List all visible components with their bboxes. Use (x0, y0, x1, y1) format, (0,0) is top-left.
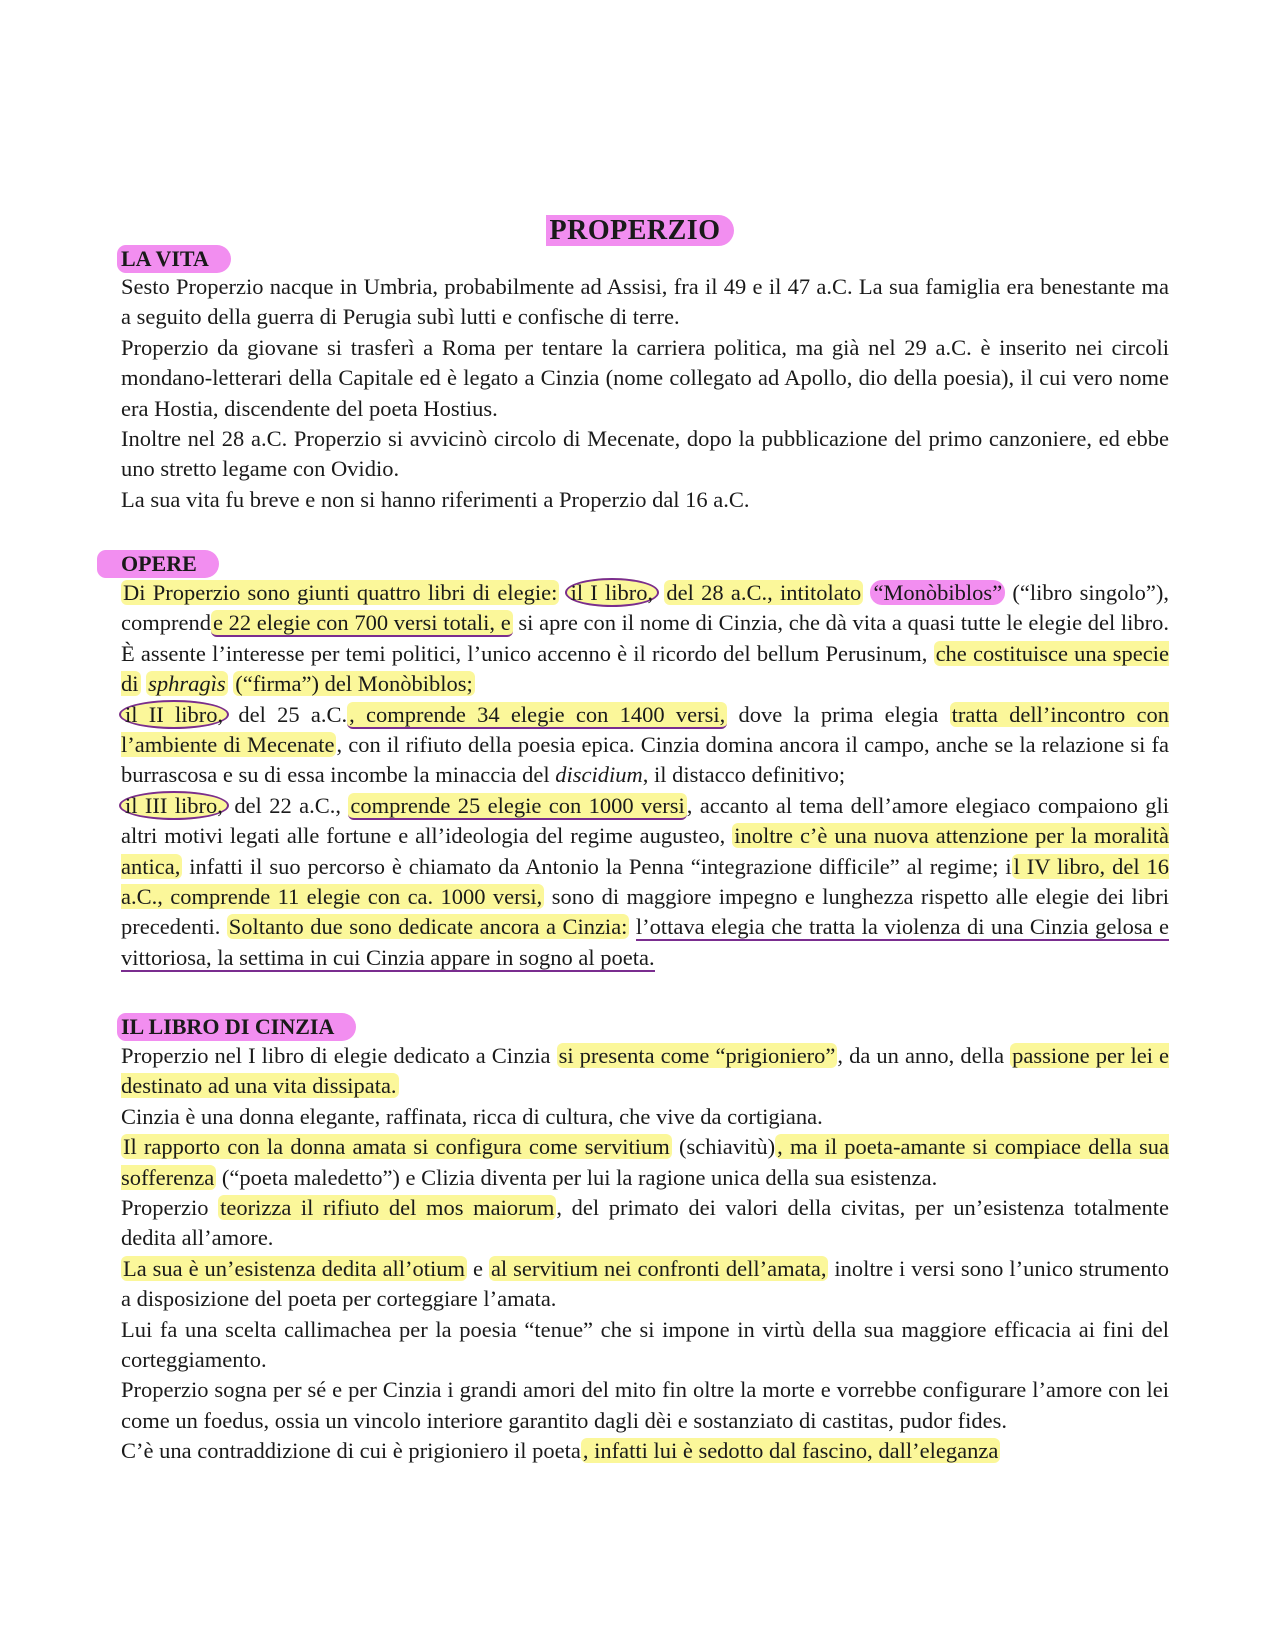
text-run: C’è una contraddizione di cui è prigioniero il poeta (121, 1438, 581, 1464)
highlight: Il rapporto con la donna amata si configura come servitium (123, 1134, 670, 1160)
section-opere-body (121, 578, 1169, 973)
text-run: , del primato dei valori della civitas, per un’esistenza totalmente dedita all’amore. (121, 1195, 1169, 1251)
circled-text: il II libro, (119, 700, 229, 729)
text-run: (“libro singolo”), comprend (121, 580, 1169, 636)
vita-paragraph: La sua vita fu breve e non si hanno riferimenti a Properzio dal 16 a.C. (121, 486, 750, 512)
underlined-text: l’ottava elegia che tratta la violenza di una Cinzia gelosa e vittoriosa, la settima in cui Cinzia appare in sogno al poeta. (121, 914, 1170, 970)
highlight-italic: sphragìs (148, 671, 226, 697)
opere-paragraph-book2 (121, 700, 1169, 791)
cinzia-paragraph (121, 1041, 1169, 1102)
highlight: l IV libro, del 16 a.C., comprende 11 elegie con ca. 1000 versi, (121, 853, 1169, 910)
highlight: passione per lei e destinato ad una vita dissipata. (121, 1043, 1170, 1099)
highlight: teorizza il rifiuto del mos maiorum (220, 1195, 555, 1221)
text-run: Properzio nel I libro di elegie dedicato a Cinzia (121, 1043, 551, 1068)
section-heading-cinzia: IL LIBRO DI CINZIA (117, 1013, 356, 1041)
text-run: , con il rifiuto della poesia epica. Cinzia domina ancora il campo, anche se la relazione si fa burrascosa e su di essa incombe la minaccia del (121, 732, 1169, 788)
cinzia-paragraph (121, 1193, 1169, 1254)
vita-paragraph: Properzio da giovane si trasferì a Roma per tentare la carriera politica, ma già nel 29 a.C. è inserito nei circoli mondano-letterari della Capitale ed è legato a Cinzia (nome collegato ad Apollo, dio della poesia), il cui vero nome era Hostia, discendente del poeta Hostius. (121, 334, 1169, 421)
highlight-underlined: e 22 elegie con 700 versi totali, e (212, 610, 511, 636)
cinzia-paragraph (121, 1436, 1169, 1466)
highlight: (“firma”) del Monòbiblos; (235, 671, 473, 697)
text-run: e (473, 1255, 483, 1281)
circled-text: il I libro, (565, 578, 660, 607)
cinzia-paragraph: Properzio sogna per sé e per Cinzia i grandi amori del mito fin oltre la morte e vorrebbe configurare l’amore con lei come un foedus, ossia un vincolo interiore garantito dagli dèi e sostanziato di castitas, pudor fides. (121, 1377, 1169, 1433)
vita-paragraph: Sesto Properzio nacque in Umbria, probabilmente ad Assisi, fra il 49 e il 47 a.C. La sua famiglia era benestante ma a seguito della guerra di Perugia subì lutti e confische di terre. (121, 274, 1169, 330)
highlight: si presenta come “prigioniero” (558, 1043, 836, 1068)
vita-paragraph: Inoltre nel 28 a.C. Properzio si avvicinò circolo di Mecenate, dopo la pubblicazione del primo canzoniere, ed ebbe uno stretto legame con Ovidio. (121, 426, 1169, 482)
highlight: del 28 a.C., intitolato (666, 580, 862, 605)
page-title (0, 213, 1280, 249)
text-run: Properzio (121, 1195, 209, 1221)
section-heading-opere: OPERE (97, 550, 219, 578)
text-run: infatti il suo percorso è chiamato da Antonio la Penna “integrazione difficile” al regime; i (189, 853, 1012, 879)
text-run: , il distacco definitivo; (642, 762, 846, 788)
highlight: , infatti lui è sedotto dal fascino, dall’eleganza (582, 1438, 999, 1464)
highlight: Soltanto due sono dedicate ancora a Cinzia: (228, 914, 628, 940)
text-run: sono di maggiore impegno e lunghezza rispetto alle elegie dei libri precedenti. (121, 884, 1170, 940)
opere-paragraph-book1 (121, 578, 1169, 700)
highlight: inoltre c’è una nuova attenzione per la moralità antica, (121, 823, 1170, 879)
text-run: dove la prima elegia (738, 701, 939, 727)
section-heading-vita: LA VITA (117, 245, 231, 273)
cinzia-paragraph (121, 1132, 1169, 1193)
cinzia-paragraph (121, 1254, 1169, 1315)
text-run: del 22 a.C., (234, 792, 341, 818)
highlight: tratta dell’incontro con l’ambiente di Mecenate (121, 701, 1170, 758)
cinzia-paragraph: Cinzia è una donna elegante, raffinata, ricca di cultura, che vive da cortigiana. (121, 1103, 823, 1129)
highlight: , ma il poeta-amante si compiace della sua sofferenza (121, 1134, 1170, 1190)
text-run: , accanto al tema dell’amore elegiaco compaiono gli altri motivi legati alle fortune e all’ideologia del regime augusteo, (121, 792, 1170, 849)
text-run: (“poeta maledetto”) e Clizia diventa per lui la ragione unica della sua esistenza. (221, 1164, 938, 1190)
highlight: La sua è un’esistenza dedita all’otium (123, 1255, 466, 1281)
text-run: del 25 a.C. (238, 701, 348, 727)
section-cinzia-body (121, 1041, 1169, 1467)
pink-highlight: “Monòbiblos” (870, 580, 1005, 605)
highlight-underlined: , comprende 34 elegie con 1400 versi, (349, 701, 726, 727)
section-vita-body (121, 272, 1169, 515)
text-run: (schiavitù) (678, 1134, 776, 1160)
circled-text: il III libro, (119, 791, 229, 820)
text-run: , da un anno, della (837, 1043, 1005, 1068)
cinzia-paragraph: Lui fa una scelta callimachea per la poesia “tenue” che si impone in virtù della sua maggiore efficacia ai fini del corteggiamento. (121, 1316, 1169, 1373)
text-run: inoltre i versi sono l’unico strumento a disposizione del poeta per corteggiare l’amata. (121, 1255, 1170, 1312)
highlight-underlined: comprende 25 elegie con 1000 versi (350, 792, 685, 818)
opere-paragraph-book3 (121, 791, 1169, 973)
highlight: Di Properzio sono giunti quattro libri di elegie: (123, 580, 558, 605)
title-text: PROPERZIO (546, 215, 735, 246)
highlight: al servitium nei confronti dell’amata, (490, 1255, 827, 1281)
text-run: si apre con il nome di Cinzia, che dà vita a quasi tutte le elegie del libro. È assente l’interesse per temi politici, l’unico accenno è il ricordo del bellum Perusinum, (121, 610, 1170, 666)
highlight: che costituisce una specie di (121, 640, 1170, 697)
italic-term: discidium (555, 762, 643, 788)
